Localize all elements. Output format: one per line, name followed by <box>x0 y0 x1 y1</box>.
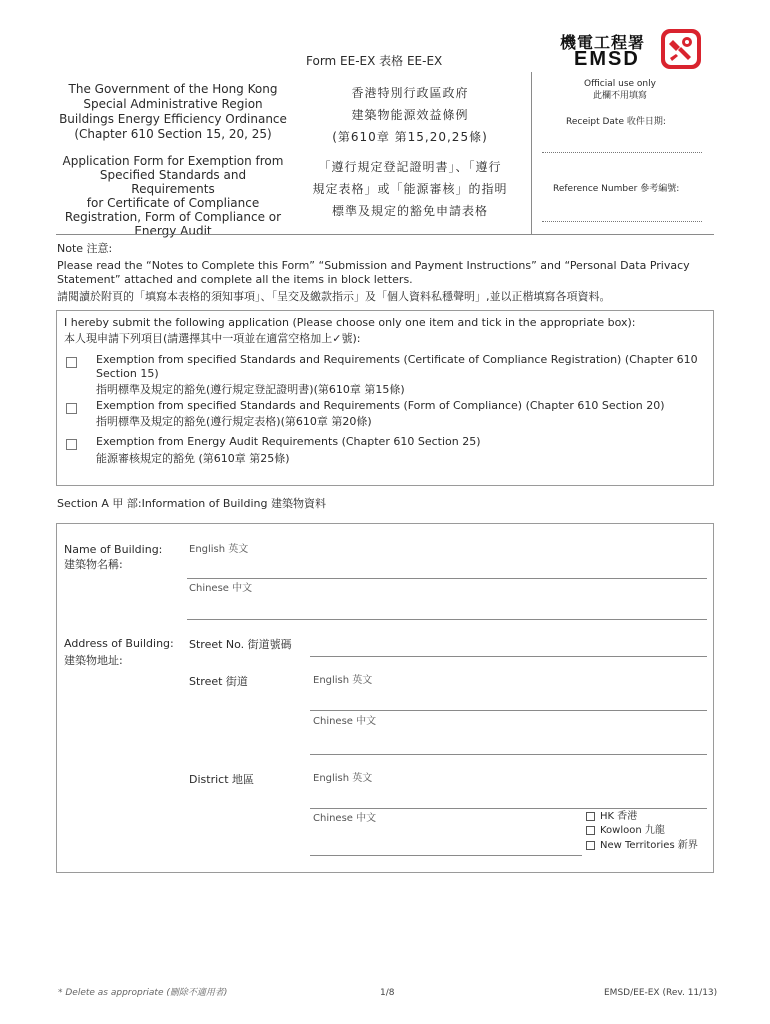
option-1-checkbox[interactable] <box>66 357 77 368</box>
title-en-line-5: Energy Audit <box>134 224 212 238</box>
street-english-field[interactable] <box>310 710 707 711</box>
title-en-line-1: Application Form for Exemption from <box>62 154 284 168</box>
district-english-label: English 英文 <box>313 773 373 784</box>
option-3-zh: 能源審核規定的豁免 (第610章 第25條) <box>96 452 290 465</box>
option-2-checkbox[interactable] <box>66 403 77 414</box>
gov-en-line-3: Buildings Energy Efficiency Ordinance <box>59 112 287 126</box>
district-label: District 地區 <box>189 773 255 786</box>
district-hk-label: HK 香港 <box>600 811 638 822</box>
title-zh-line-2: 規定表格」或「能源審核」的指明 <box>312 182 508 196</box>
option-3-checkbox[interactable] <box>66 439 77 450</box>
form-title-chinese <box>300 156 520 222</box>
address-of-building-label-zh: 建築物地址: <box>64 654 123 667</box>
application-intro-en: I hereby submit the following application (Please choose only one item and tick in the appropriate box): <box>64 316 636 329</box>
note-line-3: 請閱讀於附頁的「填寫本表格的須知事項」、「呈交及繳款指示」及「個人資料私穩聲明」,並以正楷填寫各項資料。 <box>57 290 611 303</box>
option-2-zh: 指明標準及規定的豁免(遵行規定表格)(第610章 第20條) <box>96 415 372 428</box>
logo-chinese: 機電工程署 <box>560 33 646 52</box>
receipt-date-field[interactable] <box>542 152 702 153</box>
option-1-en-line-2: Section 15) <box>96 367 159 380</box>
name-of-building-label-zh: 建築物名稱: <box>64 558 123 571</box>
option-2-en: Exemption from specified Standards and Requirements (Form of Compliance) (Chapter 610 Section 20) <box>96 399 665 412</box>
official-use-zh: 此欄不用填寫 <box>592 91 647 101</box>
logo-english: EMSD <box>574 48 640 70</box>
title-en-line-4: Registration, Form of Compliance or <box>64 210 282 224</box>
official-use-en: Official use only <box>584 79 656 89</box>
title-en-line-2: Specified Standards and Requirements <box>99 168 247 196</box>
street-no-label: Street No. 街道號碼 <box>189 638 292 651</box>
option-1-zh: 指明標準及規定的豁免(遵行規定登記證明書)(第610章 第15條) <box>96 383 405 396</box>
gov-en-line-1: The Government of the Hong Kong <box>68 82 278 96</box>
gov-zh-line-3: (第610章 第15,20,25條) <box>332 130 488 144</box>
district-kowloon-checkbox[interactable] <box>586 826 595 835</box>
receipt-date-label: Receipt Date 收件日期: <box>566 117 666 127</box>
district-new-territories-label: New Territories 新界 <box>600 840 698 851</box>
form-title: Form EE-EX 表格 EE-EX <box>306 54 443 68</box>
street-chinese-field[interactable] <box>310 754 707 755</box>
footer-delete-note: * Delete as appropriate (刪除不適用者) <box>58 988 228 998</box>
gov-en-line-4: (Chapter 610 Section 15, 20, 25) <box>74 127 272 141</box>
reference-number-field[interactable] <box>542 221 702 222</box>
official-box-divider <box>531 72 532 234</box>
name-of-building-label-en: Name of Building: <box>64 543 163 556</box>
gov-en-line-2: Special Administrative Region <box>83 97 263 111</box>
reference-number-label: Reference Number 參考編號: <box>553 184 680 194</box>
district-chinese-label: Chinese 中文 <box>313 813 377 824</box>
note-line-2: Statement” attached and complete all the items in block letters. <box>57 273 413 286</box>
district-english-field[interactable] <box>310 808 707 809</box>
building-name-english-label: English 英文 <box>189 544 249 555</box>
footer-form-code: EMSD/EE-EX (Rev. 11/13) <box>604 988 718 998</box>
building-name-chinese-field[interactable] <box>187 619 707 620</box>
gov-zh-line-1: 香港特別行政區政府 <box>351 86 469 100</box>
option-1-en-line-1: Exemption from specified Standards and Requirements (Certificate of Compliance Registration) (Chapter 610 <box>96 353 698 366</box>
district-new-territories-checkbox[interactable] <box>586 841 595 850</box>
footer-page-number: 1/8 <box>380 988 395 998</box>
government-chinese-block <box>300 82 520 148</box>
title-en-line-3: for Certificate of Compliance <box>86 196 260 210</box>
street-no-field[interactable] <box>310 656 707 657</box>
address-of-building-label-en: Address of Building: <box>64 637 174 650</box>
title-zh-line-3: 標準及規定的豁免申請表格 <box>331 204 488 218</box>
note-line-1: Please read the “Notes to Complete this Form” “Submission and Payment Instructions” and “Personal Data Privacy <box>57 259 690 272</box>
street-chinese-label: Chinese 中文 <box>313 716 377 727</box>
building-name-chinese-label: Chinese 中文 <box>189 583 253 594</box>
building-name-english-field[interactable] <box>187 578 707 579</box>
district-kowloon-label: Kowloon 九龍 <box>600 825 665 836</box>
form-title-english <box>58 154 288 238</box>
district-hk-checkbox[interactable] <box>586 812 595 821</box>
government-english-block <box>58 82 288 142</box>
title-zh-line-1: 「遵行規定登記證明書」、「遵行 <box>318 160 502 174</box>
emsd-logo-icon <box>660 28 702 70</box>
option-3-en: Exemption from Energy Audit Requirements (Chapter 610 Section 25) <box>96 435 481 448</box>
street-label: Street 街道 <box>189 675 248 688</box>
street-english-label: English 英文 <box>313 675 373 686</box>
gov-zh-line-2: 建築物能源效益條例 <box>351 108 469 122</box>
header-bottom-rule <box>56 234 714 235</box>
district-chinese-field[interactable] <box>310 855 582 856</box>
section-a-heading: Section A 甲 部:Information of Building 建築物資料 <box>57 497 326 510</box>
application-intro-zh: 本人現申請下列項目(請選擇其中一項並在適當空格加上✓號): <box>64 332 361 345</box>
note-heading: Note 注意: <box>57 242 113 255</box>
official-use-label <box>560 78 680 102</box>
